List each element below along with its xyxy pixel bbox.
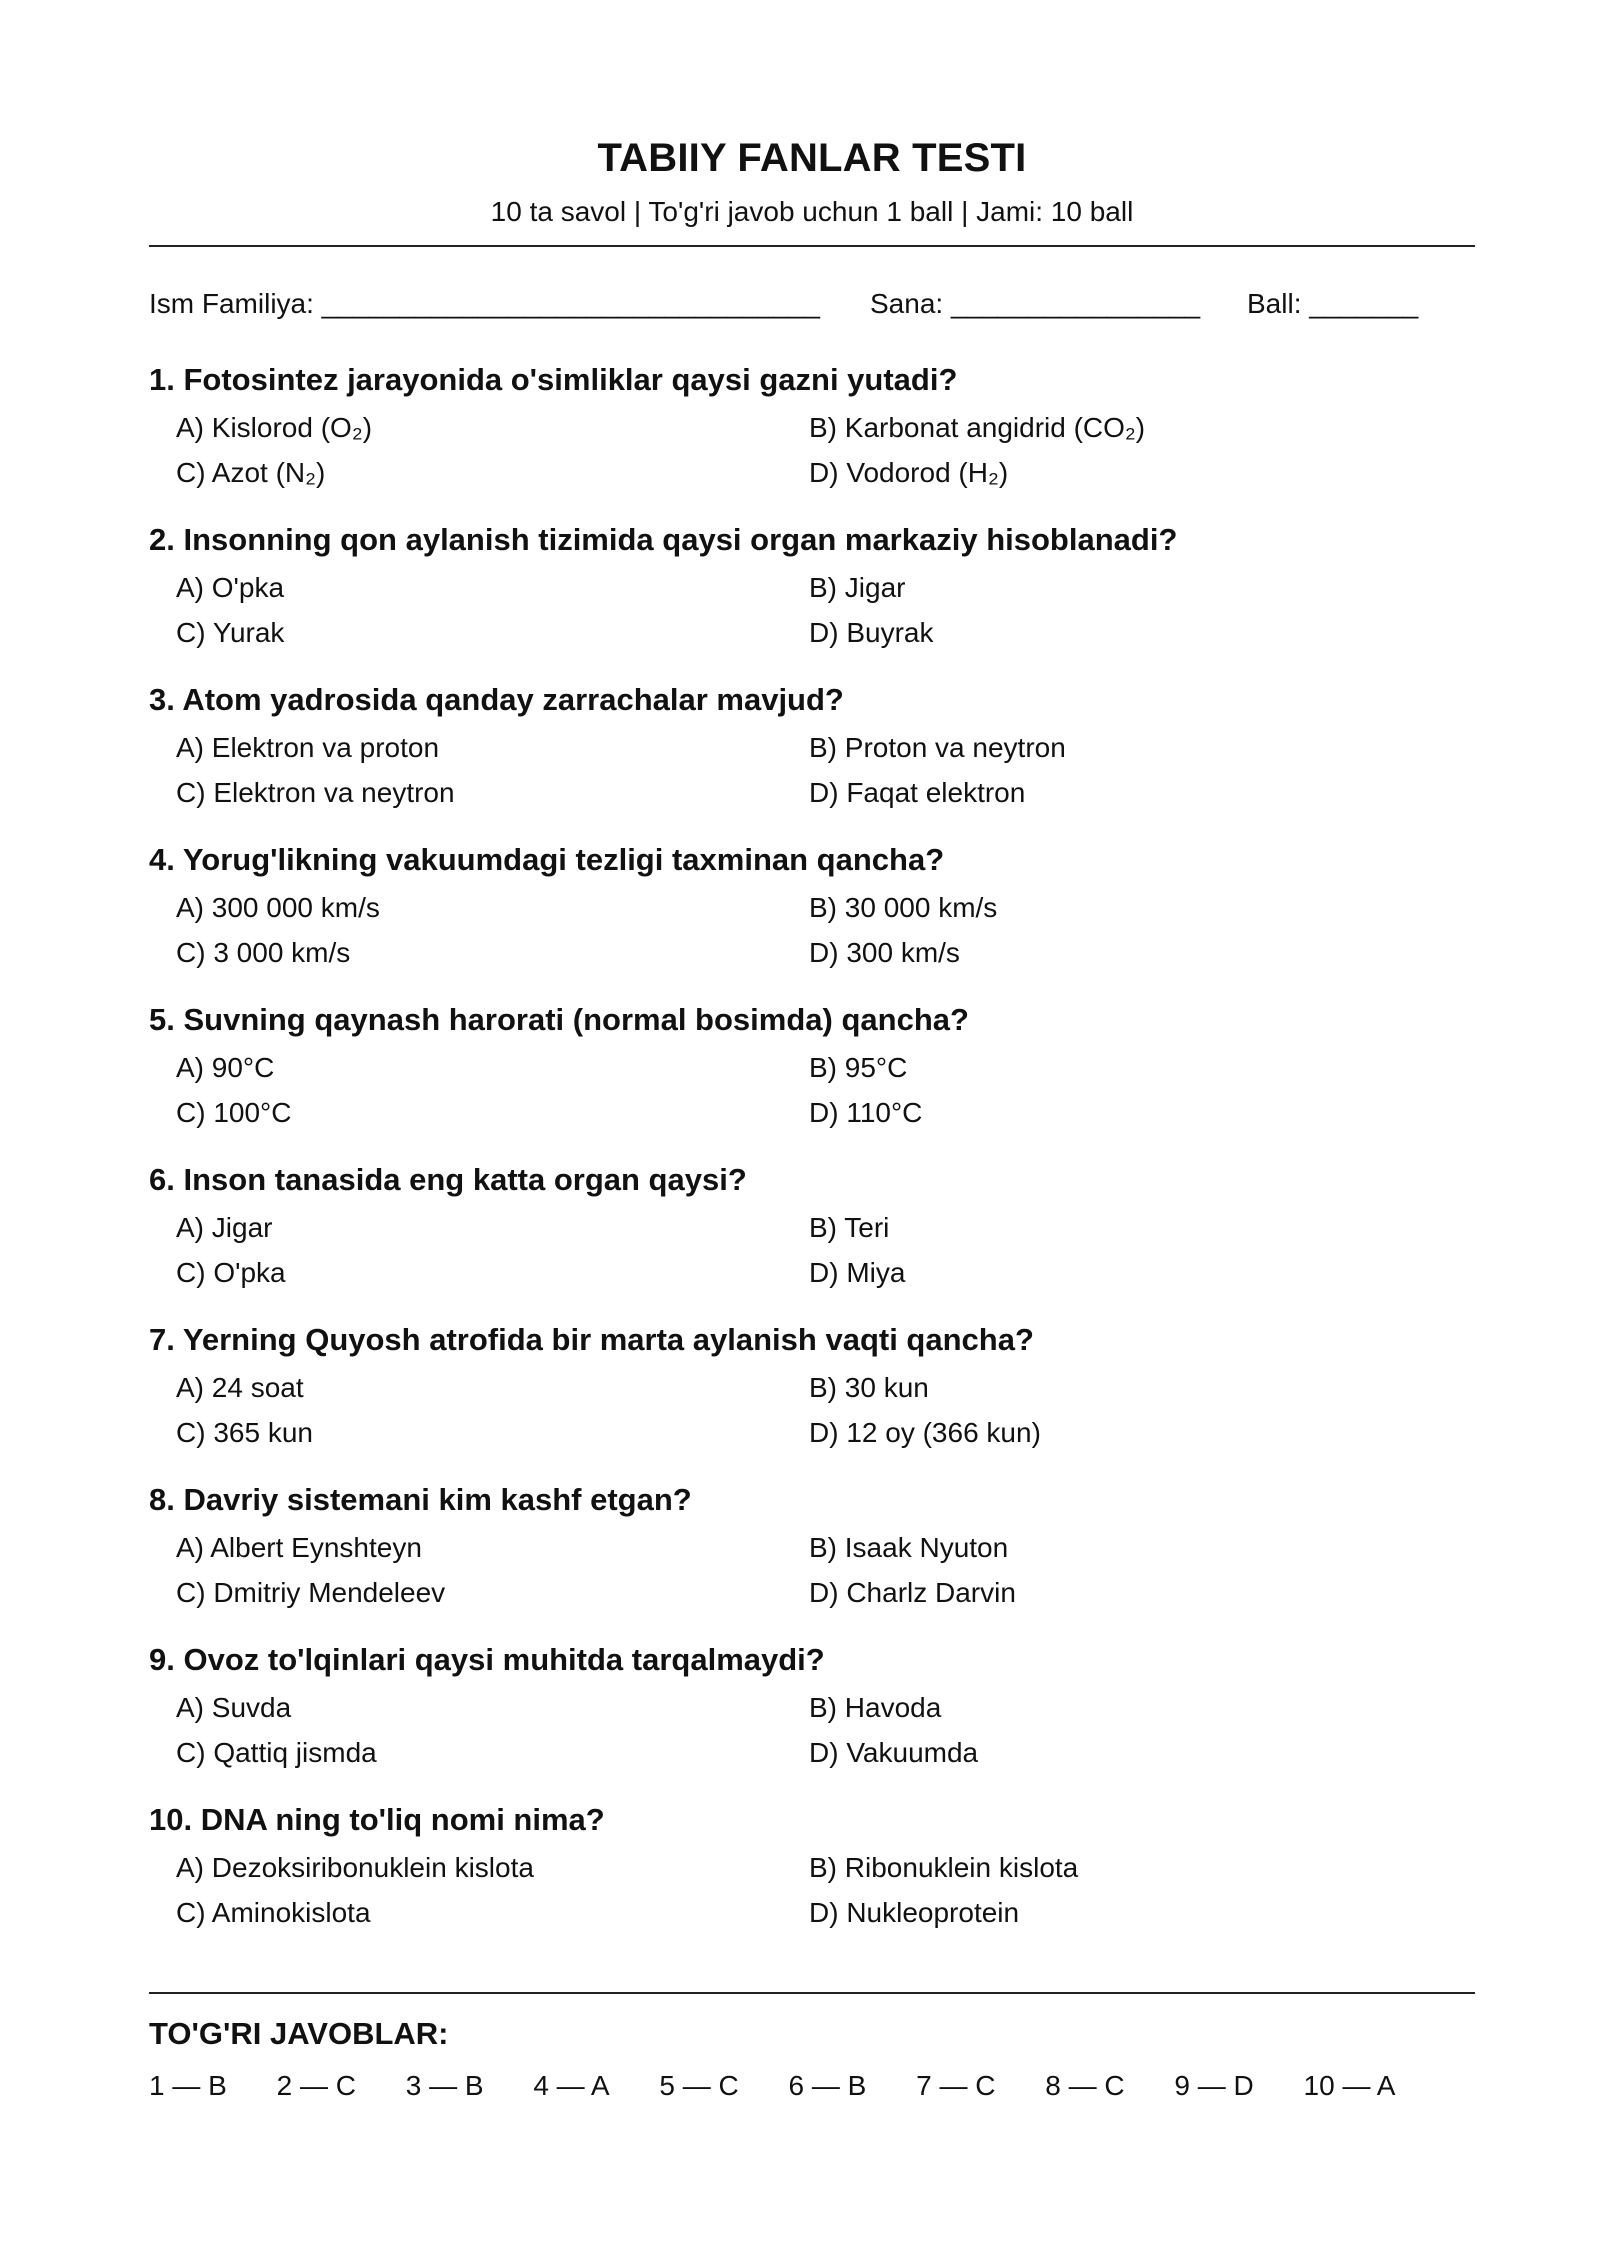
page-subtitle: 10 ta savol | To'g'ri javob uchun 1 ball | Jami: 10 ball — [490, 196, 1134, 227]
option-b: B) Ribonuklein kislota — [809, 1852, 1079, 1883]
answer-key-item: 2 — C — [276, 2070, 356, 2101]
option-c: C) Qattiq jismda — [176, 1737, 377, 1768]
answer-key-item: 8 — C — [1045, 2070, 1125, 2101]
answer-key-item: 7 — C — [916, 2070, 996, 2101]
option-b: B) Jigar — [809, 572, 906, 603]
option-d: D) Nukleoprotein — [809, 1897, 1020, 1928]
option-d: D) Vakuumda — [809, 1737, 979, 1768]
option-c: C) 365 kun — [176, 1417, 313, 1448]
answer-key-item: 6 — B — [788, 2070, 867, 2101]
answer-key-item: 4 — A — [533, 2070, 610, 2101]
answer-key-item: 1 — B — [149, 2070, 227, 2101]
option-d: D) 110°C — [809, 1097, 923, 1128]
question-text: 7. Yerning Quyosh atrofida bir marta aylanish vaqti qancha? — [149, 1322, 1034, 1357]
answer-key-item: 3 — B — [405, 2070, 484, 2101]
option-a: A) Suvda — [176, 1692, 292, 1723]
option-b: B) Havoda — [809, 1692, 942, 1723]
header-divider — [149, 245, 1475, 247]
answer-key-item: 10 — A — [1303, 2070, 1396, 2101]
answer-key — [149, 2070, 1437, 2102]
option-b: B) Karbonat angidrid (CO₂) — [809, 412, 1146, 443]
option-d: D) Faqat elektron — [809, 777, 1026, 808]
option-d: D) 12 oy (366 kun) — [809, 1417, 1041, 1448]
answers-divider — [149, 1992, 1475, 1994]
page-title: TABIIY FANLAR TESTI — [597, 136, 1027, 180]
question-text: 9. Ovoz to'lqinlari qaysi muhitda tarqalmaydi? — [149, 1642, 825, 1677]
question-text: 1. Fotosintez jarayonida o'simliklar qaysi gazni yutadi? — [149, 362, 958, 397]
option-c: C) Azot (N₂) — [176, 457, 326, 488]
question-text: 5. Suvning qaynash harorati (normal bosimda) qancha? — [149, 1002, 969, 1037]
name-field: Ism Familiya: ________________________________ — [149, 288, 820, 319]
option-c: C) Dmitriy Mendeleev — [176, 1577, 446, 1608]
option-c: C) 100°C — [176, 1097, 292, 1128]
question-text: 2. Insonning qon aylanish tizimida qaysi organ markaziy hisoblanadi? — [149, 522, 1178, 557]
option-a: A) Albert Eynshteyn — [176, 1532, 422, 1563]
option-b: B) 95°C — [809, 1052, 908, 1083]
option-d: D) Miya — [809, 1257, 906, 1288]
question-2 — [149, 522, 1475, 682]
option-a: A) 24 soat — [176, 1372, 304, 1403]
option-b: B) 30 000 km/s — [809, 892, 998, 923]
option-a: A) O'pka — [176, 572, 285, 603]
question-7 — [149, 1322, 1475, 1482]
option-a: A) Dezoksiribonuklein kislota — [176, 1852, 534, 1883]
option-a: A) Elektron va proton — [176, 732, 440, 763]
question-text: 4. Yorug'likning vakuumdagi tezligi taxminan qancha? — [149, 842, 945, 877]
option-b: B) Isaak Nyuton — [809, 1532, 1009, 1563]
question-1 — [149, 362, 1475, 522]
option-c: C) Aminokislota — [176, 1897, 371, 1928]
question-text: 10. DNA ning to'liq nomi nima? — [149, 1802, 605, 1837]
option-c: C) 3 000 km/s — [176, 937, 351, 968]
question-list — [149, 362, 1475, 1962]
question-8 — [149, 1482, 1475, 1642]
answer-key-item: 9 — D — [1174, 2070, 1254, 2101]
option-d: D) Vodorod (H₂) — [809, 457, 1009, 488]
option-c: C) O'pka — [176, 1257, 286, 1288]
answers-title: TO'G'RI JAVOBLAR: — [149, 2016, 449, 2051]
question-6 — [149, 1162, 1475, 1322]
option-a: A) Kislorod (O₂) — [176, 412, 373, 443]
option-c: C) Elektron va neytron — [176, 777, 455, 808]
score-field: Ball: _______ — [1247, 288, 1419, 319]
option-c: C) Yurak — [176, 617, 285, 648]
question-3 — [149, 682, 1475, 842]
question-5 — [149, 1002, 1475, 1162]
answer-key-item: 5 — C — [659, 2070, 739, 2101]
option-a: A) Jigar — [176, 1212, 273, 1243]
option-a: A) 300 000 km/s — [176, 892, 380, 923]
option-a: A) 90°C — [176, 1052, 275, 1083]
question-4 — [149, 842, 1475, 1002]
question-text: 3. Atom yadrosida qanday zarrachalar mavjud? — [149, 682, 844, 717]
student-info — [149, 288, 1475, 328]
question-10 — [149, 1802, 1475, 1962]
option-b: B) Proton va neytron — [809, 732, 1066, 763]
question-text: 6. Inson tanasida eng katta organ qaysi? — [149, 1162, 747, 1197]
question-9 — [149, 1642, 1475, 1802]
date-field: Sana: ________________ — [870, 288, 1201, 319]
option-d: D) Buyrak — [809, 617, 934, 648]
option-b: B) Teri — [809, 1212, 890, 1243]
question-text: 8. Davriy sistemani kim kashf etgan? — [149, 1482, 692, 1517]
option-d: D) Charlz Darvin — [809, 1577, 1016, 1608]
option-d: D) 300 km/s — [809, 937, 960, 968]
option-b: B) 30 kun — [809, 1372, 929, 1403]
